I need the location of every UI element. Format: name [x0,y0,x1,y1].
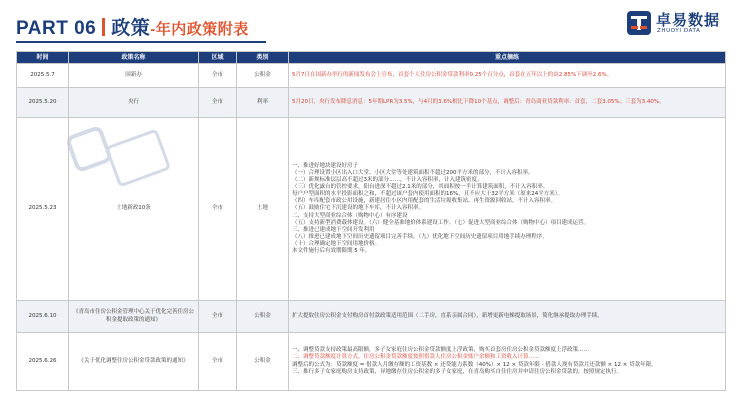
cell-summary: 5月7日在国新办举行的新闻发布会上宣布，首套个人住房公积金贷款利率0.25个百分点，首套在五年以上的由2.85%下调至2.6%。 [289,64,726,88]
brand-logo [626,6,734,42]
cell-category: 公积金 [237,64,289,88]
summary-line: （一）合理设置小区出入口大堂、小区大堂等处建筑面积不超过200平方米的部分，不计入容积率。 [292,170,534,177]
cell-region: 全市 [199,118,237,301]
cell-region: 全市 [199,88,237,118]
cell-date: 2025.5.23 [17,118,69,301]
title-underline [16,41,266,43]
policy-table [16,51,726,391]
header-category: 类别 [237,52,289,64]
cell-summary: 5月20日，央行发布降息消息：5年期LPR为3.5%，与4月的3.6%相比下降10个基点，调整后：青岛商业贷款利率：首套，二套3.05%；三套为3.40%。 [289,88,726,118]
header-summary: 重点摘练 [289,52,726,64]
summary-line: 二、调整贷款额度计算方式，住房公积金贷款额度按照借款人住房公积金账户余额和工资收入计算…… [292,354,540,361]
title-main: 政策 [111,18,151,39]
summary-line: 三、推行多子女家庭购房支持政策，异地缴存住房公积金的多子女家庭，在青岛购买自住住房并申请住房公积金贷款的，按照规定执行。 [292,368,623,375]
summary-line: 一、推进好地块建设好房子 [292,163,359,170]
header-region: 区域 [199,52,237,64]
summary-line: 三、推进已建成地下空间开发利用 [292,226,375,233]
summary-line: 每户户型面积的水平投影面积之和，不超过该户套内使用面积的16%，且不应大于32平方米（原来24平方米）。 [292,191,563,198]
cell-date: 2025.6.10 [17,301,69,333]
cell-category: 公积金 [237,333,289,391]
cell-category: 公积金 [237,301,289,333]
summary-line: （二）新规标准层层高不超过3米的部分……，不计入容积率，计入建筑密度。 [292,177,483,184]
cell-summary [289,333,726,391]
cell-region: 全市 [199,64,237,88]
table-row [17,64,726,88]
summary-line: （十）合理确定地下空间用地价格。 [292,240,381,247]
header-date: 时间 [17,52,69,64]
summary-line: （三）优化露台的管控要求，阳台进深不超过2.1米的部分，其面积按一半计算建筑面积，不计入容积率。 [292,184,549,191]
summary-line: 一、调整贷款支持政策最高限额，多子女家庭住房公积金贷款额度上浮政策，购买首套房住房公积金贷款额度上浮政策…… [292,347,590,354]
logo-en: ZHUOYI DATA [657,28,701,34]
cell-policy-name: 土地新政10条 [69,118,199,301]
summary-line: 二、支持大型商业综合体（购物中心）有序建设 [292,212,408,219]
summary-line: 本文件施行后有效期限期 5 年。 [292,247,371,254]
section-title [16,13,249,40]
summary-line: （五）支持新型消费载体建设。（六）健全基准地价体系建设工作。（七）促进大型商业综合体（购物中心）项目建成运营。 [292,219,590,226]
table-header-row [17,52,726,64]
cell-policy-name: 央行 [69,88,199,118]
cell-policy-name: 《青岛市住房公积金管理中心关于优化完善住房公积金提取政策的通知》 [69,301,199,333]
part-number: PART 06 [16,18,97,39]
table-row [17,333,726,391]
title-sub: -年内政策附表 [150,21,249,38]
cell-summary [289,118,726,301]
cell-region: 全市 [199,301,237,333]
cell-summary: 扩大提取住房公积金支付购房首付款政策适用范围（二手房，直系亲属合同），新增更新电梯提取场景，简化继承提取办理手续。 [289,301,726,333]
title-divider [102,18,105,36]
cell-policy-name: 《关于优化调整住房公积金贷款政策的通知》 [69,333,199,391]
cell-category: 土地 [237,118,289,301]
cell-category: 利率 [237,88,289,118]
table-row [17,301,726,333]
summary-line: 调整后的公式为：贷款额度 = 借款人月缴存额的工资基数 × 还贷能力系数（40%）× 12 × 贷款年限 - 借款人现有贷款月还款额 × 12 × 贷款年限。 [292,361,657,368]
cell-date: 2025.5.7 [17,64,69,88]
summary-line: （八）推进已建成地下空间历史遗留项目完善手续。（九）优化地下空间历史遗留项目用地手续办理程序。 [292,233,548,240]
cell-region: 全市 [199,333,237,391]
page-header [0,0,740,50]
header-policy-name: 政策名称 [69,52,199,64]
table-row [17,118,726,301]
logo-mark-icon [626,10,652,36]
cell-date: 2025.6.26 [17,333,69,391]
cell-date: 2025.5.20 [17,88,69,118]
summary-line: （四）车库配套市政公用设施，新建居住小区内用配套的生活垃圾收集站、再生资源回收站，不计入容积率。 [292,198,557,205]
summary-line: （五）鼓励住宅下沉建设的地下车库，不计入容积率。 [292,205,425,212]
cell-policy-name: 国新办 [69,64,199,88]
logo-name: 卓易数据 [656,11,721,29]
table-row [17,88,726,118]
